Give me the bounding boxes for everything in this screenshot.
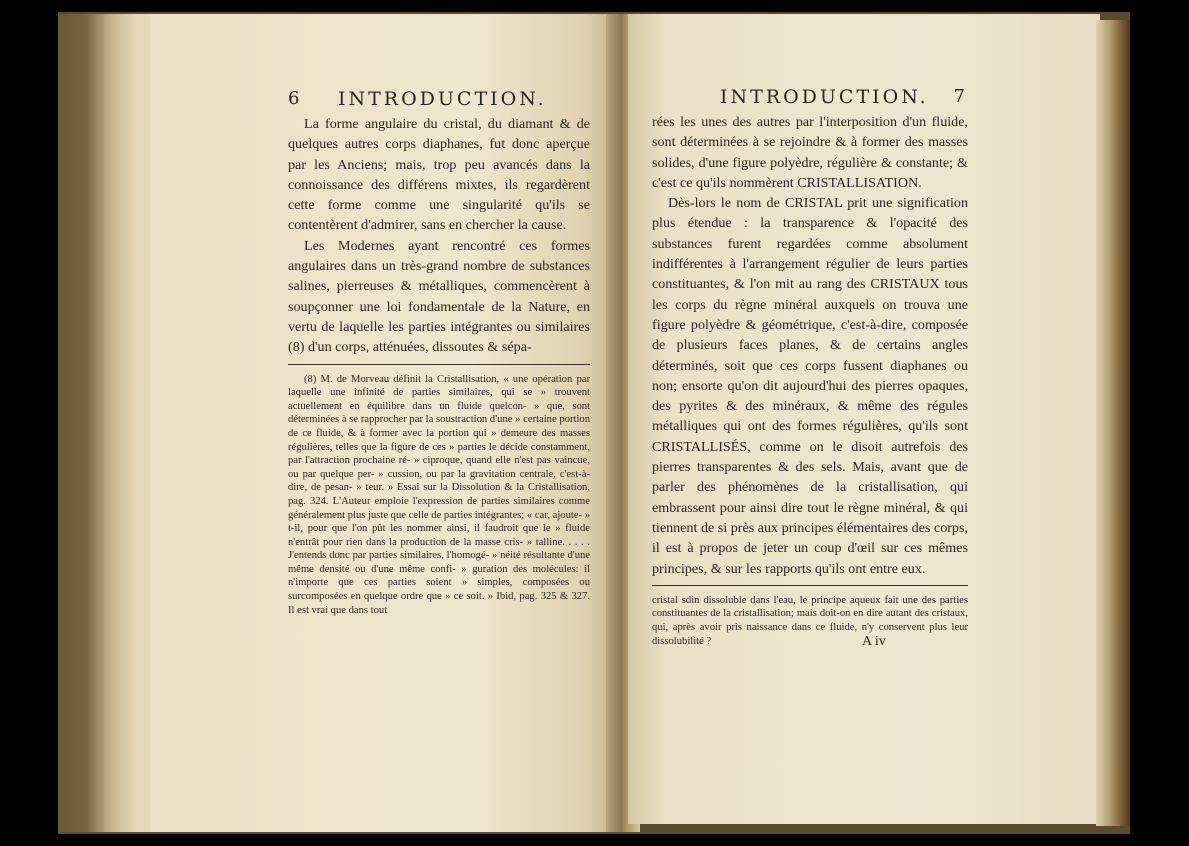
- right-paragraph-2: Dès-lors le nom de CRISTAL prit une signification plus étendue : la transparence & l'opacité des substances furent regardées comme absolument indifférentes à l'arrangement régulier de leurs parties constituantes, & l'on mit au rang des CRISTAUX tous les corps du règne minéral auxquels on trouva une figure polyèdre & géométrique, c'est-à-dire, composée de plusieurs faces planes, & de certains angles déterminés, soit que ces corps fussent diaphanes ou non; ensorte qu'on dit aujourd'hui des pierres opaques, des pyrites & des minéraux, & même des régules métalliques qui ont des formes régulières, qu'ils sont CRISTALLISÉS, comme on le disoit autrefois des pierres transparentes & des sels. Mais, avant que de parler des phénomènes de la cristallisation, qui embrassent pour ainsi dire tout le règne minéral, & qui tiennent de si près aux principes élémentaires des corps, il est à propos de jeter un coup d'œil sur ces mêmes principes, & sur les rapports qu'ils ont entre eux.: [652, 195, 968, 577]
- right-page-header: [652, 86, 968, 112]
- left-page-header: [288, 88, 590, 114]
- left-footnote-rule: [288, 364, 590, 365]
- right-page-number: 7: [953, 86, 968, 107]
- left-page-number: 6: [288, 88, 303, 109]
- right-paragraph-1: rées les unes des autres par l'interposition d'un fluide, sont déterminées à se rejoindre & à former des masses solides, d'une figure polyèdre, régulière & constante; & c'est ce qu'ils nommèrent CRISTALLISATION.: [652, 114, 968, 191]
- left-running-head: INTRODUCTION.: [338, 88, 547, 110]
- left-paragraph-1: La forme angulaire du cristal, du diamant & de quelques autres corps diaphanes, fut donc aperçue par les Anciens; mais, trop peu avancés dans la connoissance des différens mixtes, ils regardèrent cette forme comme une singularité qu'ils se contentèrent d'admirer, sans en chercher la cause.: [288, 116, 590, 234]
- left-footnote: (8) M. de Morveau définit la Cristallisation, « une opération par laquelle une infinité de parties similaires, qui se » trouvent actuellement en équilibre dans un fluide quelcon- » que, sont déterminées à se rapprocher par la soustraction d'une » certaine portion de ce fluide, & à former avec la portion qui » demeure des masses régulières, telles que la figure de ces » parties le décide constamment, par l'attraction prochaine ré- » ciproque, quand elle n'est pas vaincue, ou par quelque per- » cussion, ou par la gravitation centrale, c'est-à-dire, de pesan- » teur. » Essai sur la Dissolution & la Cristallisation, pag. 324. L'Auteur emploie l'expression de parties similaires comme généralement plus juste que celle de parties intégrantes; « car, ajoute- » t-il, pour que l'on pût les nommer ainsi, il faudroit que le » fluide n'entrât pour rien dans la production de la masse cris- » talline. . . . . J'entends donc par parties similaires, l'homogé- » néité résultante d'une même densité ou d'une même confi- » guration des molécules: il n'importe que ces parties soient » simples, composées ou surcomposées en quelque ordre que » ce soit. » Ibid, pag. 325 & 327. Il est vrai que dans tout: [288, 373, 590, 616]
- right-page-text: [652, 86, 968, 648]
- right-footnote: cristal sdin dissoluble dans l'eau, le principe aqueux fait une des parties constituantes de la cristallisation; mais doit-on en dire autant des cristaux, qui, après avoir pris naissance dans ce fluide, n'y conservent plus leur dissolubilité ?: [652, 594, 968, 647]
- right-running-head: INTRODUCTION.: [720, 86, 929, 108]
- left-page-edges: [58, 14, 154, 832]
- right-page-edges: [1096, 20, 1130, 826]
- left-paragraph-2: Les Modernes ayant rencontré ces formes angulaires dans un très-grand nombre de substances salines, pierreuses & métalliques, commencèrent à soupçonner une loi fondamentale de la Nature, en vertu de laquelle les parties intégrantes ou similaires (8) d'un corps, atténuées, dissoutes & sépa-: [288, 237, 590, 356]
- left-page-text: [288, 88, 590, 617]
- signature-mark: A iv: [862, 634, 886, 649]
- right-footnote-rule: [652, 585, 968, 586]
